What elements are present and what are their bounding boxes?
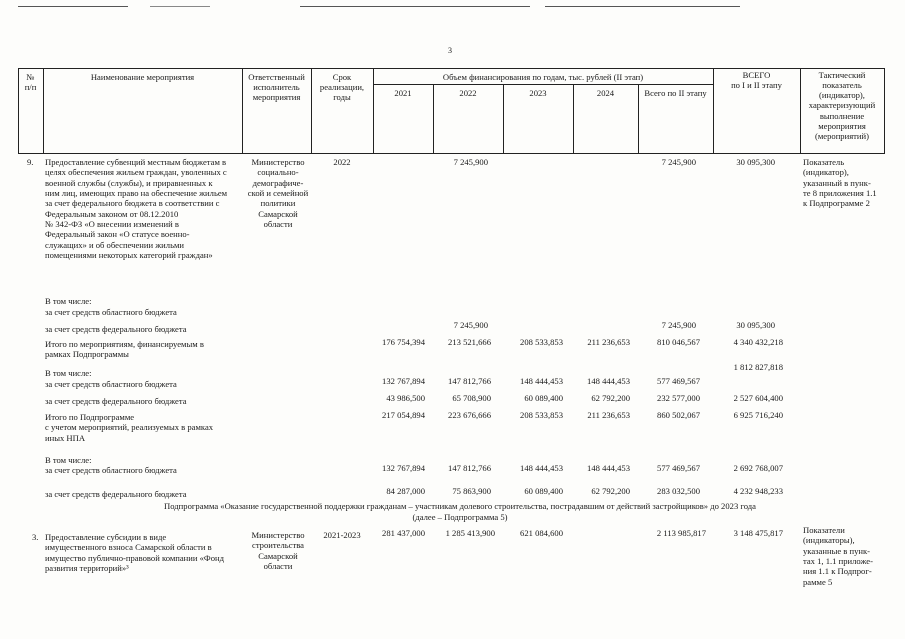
scan-edge-line [150, 6, 210, 7]
total-measures-2024: 211 236,653 [587, 337, 630, 347]
regional-label-1: за счет средств областного бюджета [45, 307, 177, 317]
page-number: 3 [448, 46, 452, 55]
header-no: № п/п [24, 72, 37, 93]
incl2-grand-total: 1 812 827,818 [733, 362, 783, 372]
regional3-grand-total: 2 692 768,007 [733, 463, 783, 473]
row9-responsible: Министерство социально- демографиче- ской и семейной политики Самарской области [247, 157, 309, 229]
row3-term: 2021-2023 [323, 530, 361, 540]
row3-name: Предоставление субсидии в виде имущественного взноса Самарской области в имущество публично-правовой компании «Фонд развития территорий»³ [45, 532, 224, 573]
federal2-stage-total: 232 577,000 [657, 393, 700, 403]
row9-indicator: Показатель (индикатор), указанный в пунк- те 8 приложения 1.1 к Подпрограмме 2 [803, 157, 877, 209]
header-grand-total: ВСЕГО по I и II этапу [731, 70, 782, 91]
row3-value-2023: 621 084,600 [520, 528, 563, 538]
federal3-2023: 60 089,400 [524, 486, 563, 496]
header-year-2023: 2023 [529, 88, 547, 98]
federal3-grand-total: 4 232 948,233 [733, 486, 783, 496]
subprogram5-title: Подпрограмма «Оказание государственной поддержки гражданам – участникам долевого строительства, пострадавшим от действий застройщиков» до 2023 года (далее – Подпрограмма 5) [164, 501, 756, 522]
federal2-2023: 60 089,400 [524, 393, 563, 403]
regional2-stage-total: 577 469,567 [657, 376, 700, 386]
row3-responsible: Министерство строительства Самарской области [251, 530, 305, 571]
regional3-stage-total: 577 469,567 [657, 463, 700, 473]
row3-indicator: Показатели (индикаторы), указанные в пунк- тах 1, 1.1 приложе- ния 1.1 к Подпрог- рамме 5 [803, 525, 873, 587]
total-measures-2023: 208 533,853 [520, 337, 563, 347]
total-sub-2021: 217 054,894 [382, 410, 425, 420]
header-responsible: Ответственный исполнитель мероприятия [248, 72, 305, 103]
federal2-2021: 43 986,500 [386, 393, 425, 403]
header-year-2021: 2021 [394, 88, 412, 98]
total-measures-2021: 176 754,394 [382, 337, 425, 347]
total-measures-stage-total: 810 046,567 [657, 337, 700, 347]
incl-label-2: В том числе: [45, 368, 92, 378]
header-stage-total: Всего по II этапу [644, 88, 707, 98]
header-term: Срок реализации, годы [319, 72, 365, 103]
federal2-grand-total: 2 527 604,400 [733, 393, 783, 403]
incl-label-3: В том числе: [45, 455, 92, 465]
regional2-2021: 132 767,894 [382, 376, 425, 386]
row9-stage-total: 7 245,900 [661, 157, 696, 167]
regional2-2022: 147 812,766 [448, 376, 491, 386]
regional-label-3: за счет средств областного бюджета [45, 465, 177, 475]
scan-edge-line [300, 6, 530, 7]
header-indicator: Тактический показатель (индикатор), характеризующий выполнение мероприятия (мероприятий) [808, 70, 876, 141]
federal3-2024: 62 792,200 [591, 486, 630, 496]
federal1-stage-total: 7 245,900 [661, 320, 696, 330]
row9-term: 2022 [333, 157, 351, 167]
total-sub-stage-total: 860 502,067 [657, 410, 700, 420]
total-measures-label: Итого по мероприятиям, финансируемым в рамках Подпрограммы [45, 339, 204, 360]
row9-number: 9. [27, 157, 34, 167]
scan-edge-line [18, 6, 128, 7]
federal3-stage-total: 283 032,500 [657, 486, 700, 496]
federal1-grand-total: 30 095,300 [736, 320, 775, 330]
incl-label-1: В том числе: [45, 296, 92, 306]
regional2-2024: 148 444,453 [587, 376, 630, 386]
federal1-value-2022: 7 245,900 [453, 320, 488, 330]
regional2-2023: 148 444,453 [520, 376, 563, 386]
row9-name: Предоставление субвенций местным бюджетам в целях обеспечения жильем граждан, уволенных с военной службы (службы), и приравненных к ним лиц, имеющих право на обеспечение жильем за счет федерального бюджета в соответствии с Федеральным законом от 08.12.2010 № 342-ФЗ «О внесении изменений в Федеральный закон «О статусе военно- служащих» и об обеспечении жильми помещениями некоторых категорий граждан» [45, 157, 228, 260]
scan-edge-line [545, 6, 740, 7]
row9-value-2022: 7 245,900 [453, 157, 488, 167]
row3-value-2022: 1 285 413,900 [445, 528, 495, 538]
federal2-2022: 65 708,900 [452, 393, 491, 403]
total-sub-2024: 211 236,653 [587, 410, 630, 420]
header-year-2022: 2022 [459, 88, 477, 98]
total-measures-2022: 213 521,666 [448, 337, 491, 347]
regional3-2021: 132 767,894 [382, 463, 425, 473]
row3-stage-total: 2 113 985,817 [656, 528, 706, 538]
total-sub-2023: 208 533,853 [520, 410, 563, 420]
row9-grand-total: 30 095,300 [736, 157, 775, 167]
regional3-2024: 148 444,453 [587, 463, 630, 473]
header-year-2024: 2024 [596, 88, 615, 98]
row3-number: 3. [32, 532, 39, 542]
total-sub-grand-total: 6 925 716,240 [733, 410, 783, 420]
row3-grand-total: 3 148 475,817 [733, 528, 783, 538]
total-subprogram-label: Итого по Подпрограмме с учетом мероприятий, реализуемых в рамках иных НПА [45, 412, 214, 443]
regional3-2023: 148 444,453 [520, 463, 563, 473]
federal-label-1: за счет средств федерального бюджета [45, 324, 187, 334]
federal-label-2: за счет средств федерального бюджета [45, 396, 187, 406]
federal3-2021: 84 287,000 [386, 486, 425, 496]
total-measures-grand-total: 4 340 432,218 [733, 337, 783, 347]
federal-label-3: за счет средств федерального бюджета [45, 489, 187, 499]
row3-value-2021: 281 437,000 [382, 528, 425, 538]
regional3-2022: 147 812,766 [448, 463, 491, 473]
header-financing: Объем финансирования по годам, тыс. рублей (II этап) [442, 72, 644, 82]
federal3-2022: 75 863,900 [452, 486, 491, 496]
header-name: Наименование мероприятия [90, 72, 195, 82]
federal2-2024: 62 792,200 [591, 393, 630, 403]
total-sub-2022: 223 676,666 [448, 410, 491, 420]
regional-label-2: за счет средств областного бюджета [45, 379, 177, 389]
